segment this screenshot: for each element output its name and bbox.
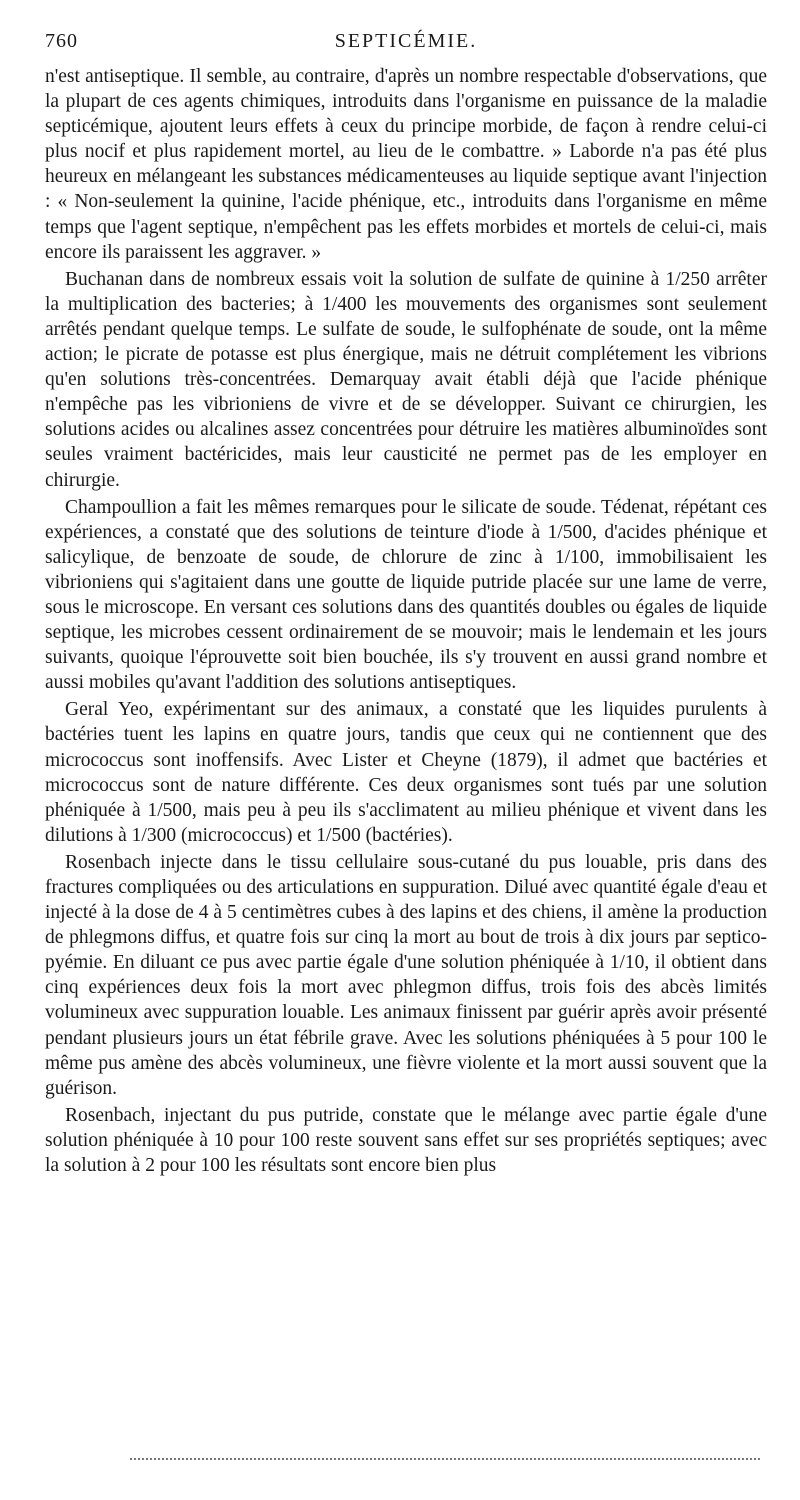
paragraph: Rosenbach injecte dans le tissu cellulaire sous-cutané du pus louable, pris dans des fractures compliquées ou des articulations en suppuration. Dilué avec quantité égale d'eau et injecté à la dose de 4 à 5 centimètres cubes à des lapins et des chiens, il amène la production de phlegmons diffus, et quatre fois sur cinq la mort au bout de trois à dix jours par septico-pyémie. En diluant ce pus avec partie égale d'une solution phéniquée à 1/10, il obtient dans cinq expériences deux fois la mort avec phlegmon diffus, trois fois des abcès limités volumineux avec suppuration louable. Les animaux finissent par guérir après avoir présenté pendant plusieurs jours un état fébrile grave. Avec les solutions phéniquées à 5 pour 100 le même pus amène des abcès volumineux, une fièvre violente et la mort aussi souvent que la guérison.	[45, 851, 767, 1099]
body-text	[45, 64, 767, 1178]
paragraph: Champoullion a fait les mêmes remarques pour le silicate de soude. Tédenat, répétant ces expériences, a constaté que des solutions de teinture d'iode à 1/500, d'acides phénique et salicylique, de benzoate de soude, de chlorure de zinc à 1/100, immobilisaient les vibrioniens qui s'agitaient dans une goutte de liquide putride placée sur une lame de verre, sous le microscope. En versant ces solutions dans des quantités doubles ou égales de liquide septique, les microbes cessent ordinairement de se mouvoir; mais le lendemain et les jours suivants, quoique l'éprouvette soit bien bouchée, ils s'y trouvent en aussi grand nombre et aussi mobiles qu'avant l'addition des solutions antiseptiques.	[45, 496, 767, 694]
page-header	[45, 30, 767, 64]
paragraph: Buchanan dans de nombreux essais voit la solution de sulfate de quinine à 1/250 arrêter la multiplication des bacteries; à 1/400 les mouvements des organismes sont seulement arrêtés pendant quelque temps. Le sulfate de soude, le sulfophénate de soude, ont la même action; le picrate de potasse est plus énergique, mais ne détruit complétement les vibrions qu'en solutions très-concentrées. Demarquay avait établi déjà que l'acide phénique n'empêche pas les vibrioniens de vivre et de se développer. Suivant ce chirurgien, les solutions acides ou alcalines assez concentrées pour détruire les matières albuminoïdes sont seules vraiment bactéricides, mais leur causticité ne permet pas de les employer en chirurgie.	[45, 268, 767, 491]
paragraph: Rosenbach, injectant du pus putride, constate que le mélange avec partie égale d'une solution phéniquée à 10 pour 100 reste souvent sans effet sur ses propriétés septiques; avec la solution à 2 pour 100 les résultats sont encore bien plus	[45, 1104, 767, 1177]
paragraph: n'est antiseptique. Il semble, au contraire, d'après un nombre respectable d'observations, que la plupart de ces agents chimiques, introduits dans l'organisme en puissance de la maladie septicémique, ajoutent leurs effets à ceux du principe morbide, de façon à rendre celui-ci plus nocif et plus rapidement mortel, au lieu de le combattre. » Laborde n'a pas été plus heureux en mélangeant les substances médicamenteuses au liquide septique avant l'injection : « Non-seulement la quinine, l'acide phénique, etc., introduits dans l'organisme en même temps que l'agent septique, n'empêchent pas les effets morbides et mortels de celui-ci, mais encore ils paraissent les aggraver. »	[45, 66, 767, 263]
page-number: 760	[45, 30, 78, 52]
running-title: SEPTICÉMIE.	[334, 30, 478, 52]
footer-rule	[130, 1458, 760, 1460]
paragraph: Geral Yeo, expérimentant sur des animaux, a constaté que les liquides purulents à bactéries tuent les lapins en quatre jours, tandis que ceux qui ne contiennent que des micrococcus sont inoffensifs. Avec Lister et Cheyne (1879), il admet que bactéries et micrococcus sont de nature différente. Ces deux organismes sont tués par une solution phéniquée à 1/500, mais peu à peu ils s'acclimatent au milieu phénique et vivent dans les dilutions à 1/300 (micrococcus) et 1/500 (bactéries).	[45, 699, 767, 846]
page	[45, 30, 767, 1178]
